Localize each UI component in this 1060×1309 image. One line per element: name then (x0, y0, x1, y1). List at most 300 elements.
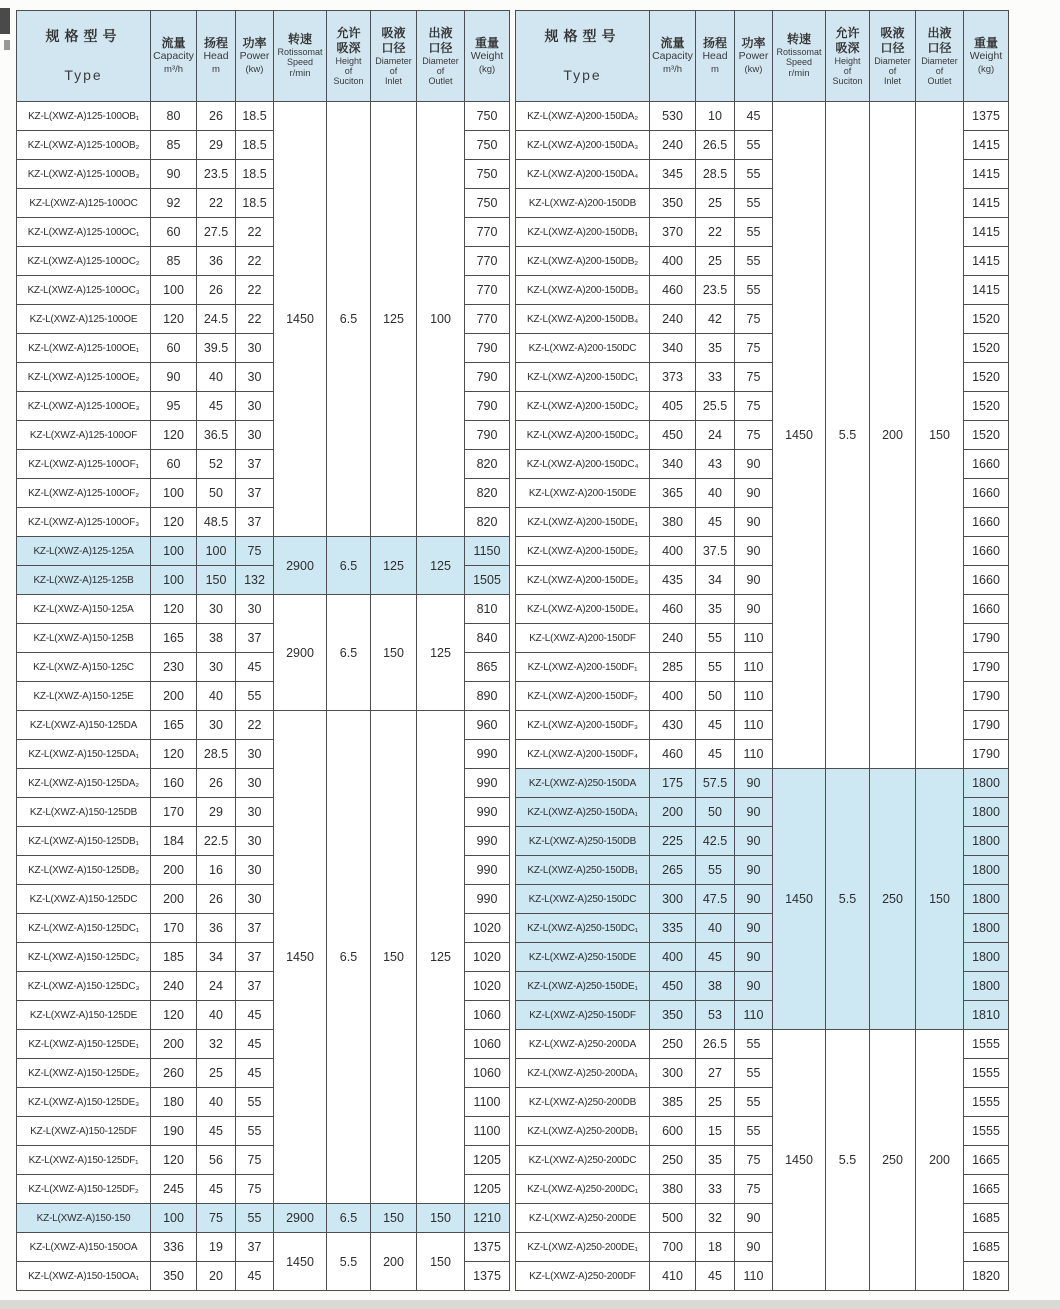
cell-capacity: 90 (151, 160, 197, 189)
cell-power: 30 (236, 421, 274, 450)
header-text: 允许 (336, 25, 361, 40)
cell-type: KZ-L(XWZ-A)200-150DB₁ (516, 218, 650, 247)
cell-power: 90 (735, 914, 773, 943)
header-text: Type (563, 66, 602, 83)
cell-power: 90 (735, 1233, 773, 1262)
cell-weight: 1100 (465, 1117, 510, 1146)
cell-outlet: 150 (417, 1204, 465, 1233)
cell-suction: 6.5 (327, 1204, 371, 1233)
cell-capacity: 200 (650, 798, 696, 827)
cell-power: 22 (236, 711, 274, 740)
cell-weight: 1665 (964, 1146, 1009, 1175)
column-header-power (735, 11, 773, 102)
column-header-suction (826, 11, 870, 102)
cell-head: 10 (696, 102, 735, 131)
spec-table-right (515, 10, 1009, 1291)
cell-weight: 750 (465, 160, 510, 189)
cell-type: KZ-L(XWZ-A)250-150DC₁ (516, 914, 650, 943)
cell-type: KZ-L(XWZ-A)200-150DF (516, 624, 650, 653)
cell-head: 24 (197, 972, 236, 1001)
cell-capacity: 100 (151, 537, 197, 566)
cell-weight: 1660 (964, 566, 1009, 595)
cell-power: 45 (236, 1262, 274, 1291)
cell-weight: 1685 (964, 1204, 1009, 1233)
spec-table-left (16, 10, 510, 1291)
cell-type: KZ-L(XWZ-A)250-150DE₁ (516, 972, 650, 1001)
cell-outlet: 200 (916, 1030, 964, 1291)
cell-capacity: 200 (151, 885, 197, 914)
cell-weight: 1555 (964, 1088, 1009, 1117)
cell-power: 30 (236, 885, 274, 914)
header-text: of (888, 65, 897, 76)
cell-head: 55 (696, 856, 735, 885)
header-text: 吸深 (835, 40, 860, 55)
cell-weight: 1205 (465, 1175, 510, 1204)
cell-power: 90 (735, 1204, 773, 1233)
column-header-inlet (870, 11, 916, 102)
cell-head: 35 (696, 595, 735, 624)
cell-weight: 1210 (465, 1204, 510, 1233)
header-text: Inlet (883, 76, 901, 87)
cell-weight: 1060 (465, 1059, 510, 1088)
cell-capacity: 350 (650, 1001, 696, 1030)
cell-capacity: 120 (151, 305, 197, 334)
cell-power: 110 (735, 1262, 773, 1291)
cell-capacity: 450 (650, 972, 696, 1001)
cell-weight: 790 (465, 421, 510, 450)
cell-head: 53 (696, 1001, 735, 1030)
cell-weight: 1800 (964, 769, 1009, 798)
cell-type: KZ-L(XWZ-A)125-100OB₂ (17, 131, 151, 160)
cell-weight: 990 (465, 885, 510, 914)
cell-capacity: 460 (650, 595, 696, 624)
cell-weight: 1790 (964, 624, 1009, 653)
cell-weight: 750 (465, 102, 510, 131)
cell-capacity: 460 (650, 276, 696, 305)
cell-suction: 6.5 (327, 102, 371, 537)
cell-capacity: 430 (650, 711, 696, 740)
header-text: 扬程 (702, 35, 727, 50)
cell-weight: 1555 (964, 1030, 1009, 1059)
cell-capacity: 265 (650, 856, 696, 885)
cell-capacity: 200 (151, 682, 197, 711)
cell-head: 26 (197, 276, 236, 305)
header-text: 口径 (927, 40, 952, 55)
header-text: Capacity (652, 49, 693, 62)
cell-type: KZ-L(XWZ-A)125-100OB₃ (17, 160, 151, 189)
cell-head: 30 (197, 653, 236, 682)
header-text: of (344, 65, 353, 76)
cell-type: KZ-L(XWZ-A)150-150OA (17, 1233, 151, 1262)
cell-weight: 1660 (964, 537, 1009, 566)
cell-capacity: 60 (151, 218, 197, 247)
header-text: (kg) (478, 63, 496, 75)
cell-head: 23.5 (696, 276, 735, 305)
cell-type: KZ-L(XWZ-A)250-200DA (516, 1030, 650, 1059)
header-text: Diameter (874, 55, 911, 66)
cell-power: 110 (735, 1001, 773, 1030)
cell-outlet: 150 (417, 1233, 465, 1291)
cell-head: 40 (197, 682, 236, 711)
cell-type: KZ-L(XWZ-A)200-150DC₂ (516, 392, 650, 421)
cell-power: 30 (236, 363, 274, 392)
spec-row (17, 537, 510, 566)
cell-power: 75 (236, 1175, 274, 1204)
header-row (516, 11, 1009, 102)
cell-power: 90 (735, 537, 773, 566)
column-header-speed (773, 11, 826, 102)
cell-head: 25 (696, 247, 735, 276)
cell-capacity: 230 (151, 653, 197, 682)
cell-capacity: 90 (151, 363, 197, 392)
cell-head: 18 (696, 1233, 735, 1262)
cell-type: KZ-L(XWZ-A)150-125E (17, 682, 151, 711)
cell-capacity: 460 (650, 740, 696, 769)
cell-type: KZ-L(XWZ-A)150-125DE₃ (17, 1088, 151, 1117)
cell-power: 55 (236, 1204, 274, 1233)
cell-weight: 770 (465, 247, 510, 276)
cell-type: KZ-L(XWZ-A)200-150DC (516, 334, 650, 363)
cell-capacity: 700 (650, 1233, 696, 1262)
cell-capacity: 240 (650, 305, 696, 334)
cell-head: 28.5 (696, 160, 735, 189)
cell-head: 45 (197, 1175, 236, 1204)
cell-type: KZ-L(XWZ-A)200-150DF₃ (516, 711, 650, 740)
cell-type: KZ-L(XWZ-A)125-100OC₃ (17, 276, 151, 305)
cell-capacity: 100 (151, 1204, 197, 1233)
header-text: 功率 (242, 35, 267, 50)
cell-weight: 1415 (964, 218, 1009, 247)
header-text: m³/h (663, 63, 682, 75)
column-header-outlet (916, 11, 964, 102)
cell-inlet: 125 (371, 537, 417, 595)
cell-inlet: 150 (371, 711, 417, 1204)
cell-type: KZ-L(XWZ-A)125-100OF₃ (17, 508, 151, 537)
column-header-suction (327, 11, 371, 102)
header-text: m³/h (164, 63, 183, 75)
cell-power: 37 (236, 479, 274, 508)
cell-power: 30 (236, 740, 274, 769)
cell-head: 25 (696, 1088, 735, 1117)
cell-weight: 1555 (964, 1117, 1009, 1146)
cell-capacity: 250 (650, 1030, 696, 1059)
cell-type: KZ-L(XWZ-A)125-100OC₁ (17, 218, 151, 247)
cell-type: KZ-L(XWZ-A)150-125DE₂ (17, 1059, 151, 1088)
cell-head: 50 (696, 798, 735, 827)
cell-head: 45 (197, 1117, 236, 1146)
header-text: Suciton (333, 76, 364, 87)
cell-head: 29 (197, 131, 236, 160)
header-text: Speed (785, 56, 813, 67)
cell-weight: 1020 (465, 943, 510, 972)
header-text: Suciton (832, 76, 863, 87)
header-text: 吸液 (381, 25, 406, 40)
cell-inlet: 250 (870, 769, 916, 1030)
cell-capacity: 225 (650, 827, 696, 856)
cell-head: 34 (696, 566, 735, 595)
cell-weight: 990 (465, 798, 510, 827)
cell-power: 55 (735, 131, 773, 160)
cell-type: KZ-L(XWZ-A)250-200DF (516, 1262, 650, 1291)
cell-inlet: 250 (870, 1030, 916, 1291)
cell-type: KZ-L(XWZ-A)200-150DB₃ (516, 276, 650, 305)
cell-power: 55 (236, 1117, 274, 1146)
cell-weight: 960 (465, 711, 510, 740)
cell-head: 50 (197, 479, 236, 508)
cell-type: KZ-L(XWZ-A)250-150DE (516, 943, 650, 972)
header-text: Head (702, 49, 728, 62)
cell-head: 19 (197, 1233, 236, 1262)
page-bottom-strip (0, 1300, 1060, 1309)
header-text: (kg) (977, 63, 995, 75)
cell-head: 26 (197, 102, 236, 131)
cell-weight: 1800 (964, 885, 1009, 914)
cell-weight: 1020 (465, 972, 510, 1001)
header-text: 出液 (428, 25, 453, 40)
cell-capacity: 165 (151, 624, 197, 653)
cell-weight: 1060 (465, 1001, 510, 1030)
cell-weight: 1800 (964, 798, 1009, 827)
cell-capacity: 200 (151, 1030, 197, 1059)
cell-capacity: 160 (151, 769, 197, 798)
cell-power: 75 (735, 421, 773, 450)
cell-weight: 1800 (964, 972, 1009, 1001)
cell-head: 57.5 (696, 769, 735, 798)
cell-capacity: 405 (650, 392, 696, 421)
header-text: Head (203, 49, 229, 62)
column-header-head (696, 11, 735, 102)
cell-capacity: 60 (151, 334, 197, 363)
cell-power: 18.5 (236, 102, 274, 131)
cell-suction: 6.5 (327, 595, 371, 711)
cell-weight: 865 (465, 653, 510, 682)
header-text: of (843, 65, 852, 76)
cell-type: KZ-L(XWZ-A)150-125DF₂ (17, 1175, 151, 1204)
header-text: of (935, 65, 944, 76)
cell-head: 25 (197, 1059, 236, 1088)
cell-weight: 1800 (964, 856, 1009, 885)
header-text: 转速 (786, 31, 811, 46)
cell-suction: 6.5 (327, 537, 371, 595)
cell-capacity: 120 (151, 421, 197, 450)
cell-type: KZ-L(XWZ-A)250-200DE₁ (516, 1233, 650, 1262)
cell-suction: 5.5 (327, 1233, 371, 1291)
cell-capacity: 92 (151, 189, 197, 218)
cell-head: 50 (696, 682, 735, 711)
cell-power: 90 (735, 595, 773, 624)
cell-head: 34 (197, 943, 236, 972)
cell-power: 45 (236, 1059, 274, 1088)
cell-capacity: 200 (151, 856, 197, 885)
cell-head: 26.5 (696, 131, 735, 160)
cell-capacity: 410 (650, 1262, 696, 1291)
cell-weight: 1790 (964, 740, 1009, 769)
cell-capacity: 380 (650, 508, 696, 537)
cell-capacity: 190 (151, 1117, 197, 1146)
cell-capacity: 336 (151, 1233, 197, 1262)
cell-type: KZ-L(XWZ-A)250-200DE (516, 1204, 650, 1233)
cell-type: KZ-L(XWZ-A)200-150DB₄ (516, 305, 650, 334)
cell-power: 110 (735, 740, 773, 769)
cell-speed: 1450 (274, 711, 327, 1204)
cell-type: KZ-L(XWZ-A)150-125DB (17, 798, 151, 827)
cell-head: 33 (696, 363, 735, 392)
cell-power: 18.5 (236, 131, 274, 160)
cell-type: KZ-L(XWZ-A)125-100OF₁ (17, 450, 151, 479)
cell-head: 36 (197, 914, 236, 943)
cell-head: 33 (696, 1175, 735, 1204)
cell-head: 42.5 (696, 827, 735, 856)
cell-speed: 2900 (274, 595, 327, 711)
cell-head: 150 (197, 566, 236, 595)
cell-power: 45 (735, 102, 773, 131)
cell-weight: 1685 (964, 1233, 1009, 1262)
cell-capacity: 175 (650, 769, 696, 798)
cell-head: 32 (197, 1030, 236, 1059)
cell-inlet: 150 (371, 1204, 417, 1233)
cell-power: 90 (735, 856, 773, 885)
cell-head: 25.5 (696, 392, 735, 421)
cell-power: 22 (236, 305, 274, 334)
cell-speed: 1450 (773, 102, 826, 769)
spec-row (516, 769, 1009, 798)
cell-power: 75 (735, 1146, 773, 1175)
cell-type: KZ-L(XWZ-A)250-200DC₁ (516, 1175, 650, 1204)
cell-type: KZ-L(XWZ-A)150-125DC₃ (17, 972, 151, 1001)
cell-speed: 2900 (274, 1204, 327, 1233)
cell-capacity: 600 (650, 1117, 696, 1146)
cell-capacity: 184 (151, 827, 197, 856)
cell-type: KZ-L(XWZ-A)150-150OA₁ (17, 1262, 151, 1291)
cell-weight: 1800 (964, 827, 1009, 856)
header-text: 口径 (428, 40, 453, 55)
cell-speed: 1450 (773, 769, 826, 1030)
cell-outlet: 125 (417, 537, 465, 595)
cell-weight: 1660 (964, 479, 1009, 508)
cell-head: 35 (696, 334, 735, 363)
cell-power: 132 (236, 566, 274, 595)
column-header-capacity (151, 11, 197, 102)
cell-head: 35 (696, 1146, 735, 1175)
cell-type: KZ-L(XWZ-A)250-150DB (516, 827, 650, 856)
header-text: Weight (969, 49, 1003, 62)
cell-type: KZ-L(XWZ-A)200-150DE (516, 479, 650, 508)
cell-head: 55 (696, 624, 735, 653)
cell-capacity: 60 (151, 450, 197, 479)
cell-capacity: 240 (650, 624, 696, 653)
cell-weight: 1790 (964, 682, 1009, 711)
column-header-inlet (371, 11, 417, 102)
cell-type: KZ-L(XWZ-A)150-125DC₂ (17, 943, 151, 972)
cell-power: 30 (236, 595, 274, 624)
cell-type: KZ-L(XWZ-A)200-150DC₃ (516, 421, 650, 450)
cell-weight: 770 (465, 305, 510, 334)
scan-artifact (4, 40, 10, 50)
spec-row (17, 1233, 510, 1262)
cell-suction: 5.5 (826, 1030, 870, 1291)
header-text: of (436, 65, 445, 76)
header-text: 转速 (287, 31, 312, 46)
spec-row (17, 102, 510, 131)
cell-type: KZ-L(XWZ-A)250-200DB₁ (516, 1117, 650, 1146)
header-text: 流量 (161, 35, 186, 50)
cell-head: 45 (696, 711, 735, 740)
cell-capacity: 450 (650, 421, 696, 450)
cell-type: KZ-L(XWZ-A)125-100OE (17, 305, 151, 334)
cell-power: 55 (735, 276, 773, 305)
cell-weight: 1415 (964, 247, 1009, 276)
cell-capacity: 80 (151, 102, 197, 131)
header-text: Type (64, 66, 103, 83)
cell-weight: 1415 (964, 131, 1009, 160)
header-text: Rotissomat (277, 46, 323, 57)
cell-weight: 890 (465, 682, 510, 711)
cell-capacity: 530 (650, 102, 696, 131)
cell-type: KZ-L(XWZ-A)250-150DB₁ (516, 856, 650, 885)
cell-capacity: 385 (650, 1088, 696, 1117)
cell-capacity: 85 (151, 247, 197, 276)
cell-weight: 1800 (964, 914, 1009, 943)
cell-type: KZ-L(XWZ-A)200-150DA₂ (516, 102, 650, 131)
header-text: Outlet (927, 76, 952, 87)
cell-capacity: 365 (650, 479, 696, 508)
header-text: Weight (470, 49, 504, 62)
cell-weight: 990 (465, 740, 510, 769)
column-header-weight (465, 11, 510, 102)
cell-head: 36 (197, 247, 236, 276)
column-header-type (516, 11, 650, 102)
cell-capacity: 335 (650, 914, 696, 943)
cell-power: 90 (735, 972, 773, 1001)
cell-type: KZ-L(XWZ-A)150-125B (17, 624, 151, 653)
cell-type: KZ-L(XWZ-A)200-150DF₄ (516, 740, 650, 769)
header-text: Diameter (921, 55, 958, 66)
header-text: Inlet (384, 76, 402, 87)
cell-power: 37 (236, 972, 274, 1001)
cell-head: 27.5 (197, 218, 236, 247)
cell-weight: 810 (465, 595, 510, 624)
cell-head: 26.5 (696, 1030, 735, 1059)
cell-weight: 1205 (465, 1146, 510, 1175)
header-text: 扬程 (203, 35, 228, 50)
cell-power: 75 (236, 1146, 274, 1175)
spec-row (516, 1030, 1009, 1059)
cell-weight: 1415 (964, 276, 1009, 305)
cell-power: 90 (735, 566, 773, 595)
cell-type: KZ-L(XWZ-A)150-125DC (17, 885, 151, 914)
cell-capacity: 120 (151, 595, 197, 624)
cell-weight: 820 (465, 450, 510, 479)
cell-head: 38 (696, 972, 735, 1001)
cell-head: 24.5 (197, 305, 236, 334)
cell-suction: 6.5 (327, 711, 371, 1204)
cell-capacity: 240 (650, 131, 696, 160)
cell-power: 90 (735, 769, 773, 798)
cell-power: 55 (735, 218, 773, 247)
spec-row (516, 102, 1009, 131)
cell-power: 30 (236, 827, 274, 856)
cell-inlet: 200 (371, 1233, 417, 1291)
cell-capacity: 300 (650, 1059, 696, 1088)
cell-head: 40 (197, 1001, 236, 1030)
cell-type: KZ-L(XWZ-A)150-125DC₁ (17, 914, 151, 943)
cell-head: 75 (197, 1204, 236, 1233)
cell-type: KZ-L(XWZ-A)250-200DC (516, 1146, 650, 1175)
cell-power: 30 (236, 334, 274, 363)
cell-type: KZ-L(XWZ-A)200-150DA₃ (516, 131, 650, 160)
cell-type: KZ-L(XWZ-A)125-100OE₁ (17, 334, 151, 363)
header-text: of (389, 65, 398, 76)
